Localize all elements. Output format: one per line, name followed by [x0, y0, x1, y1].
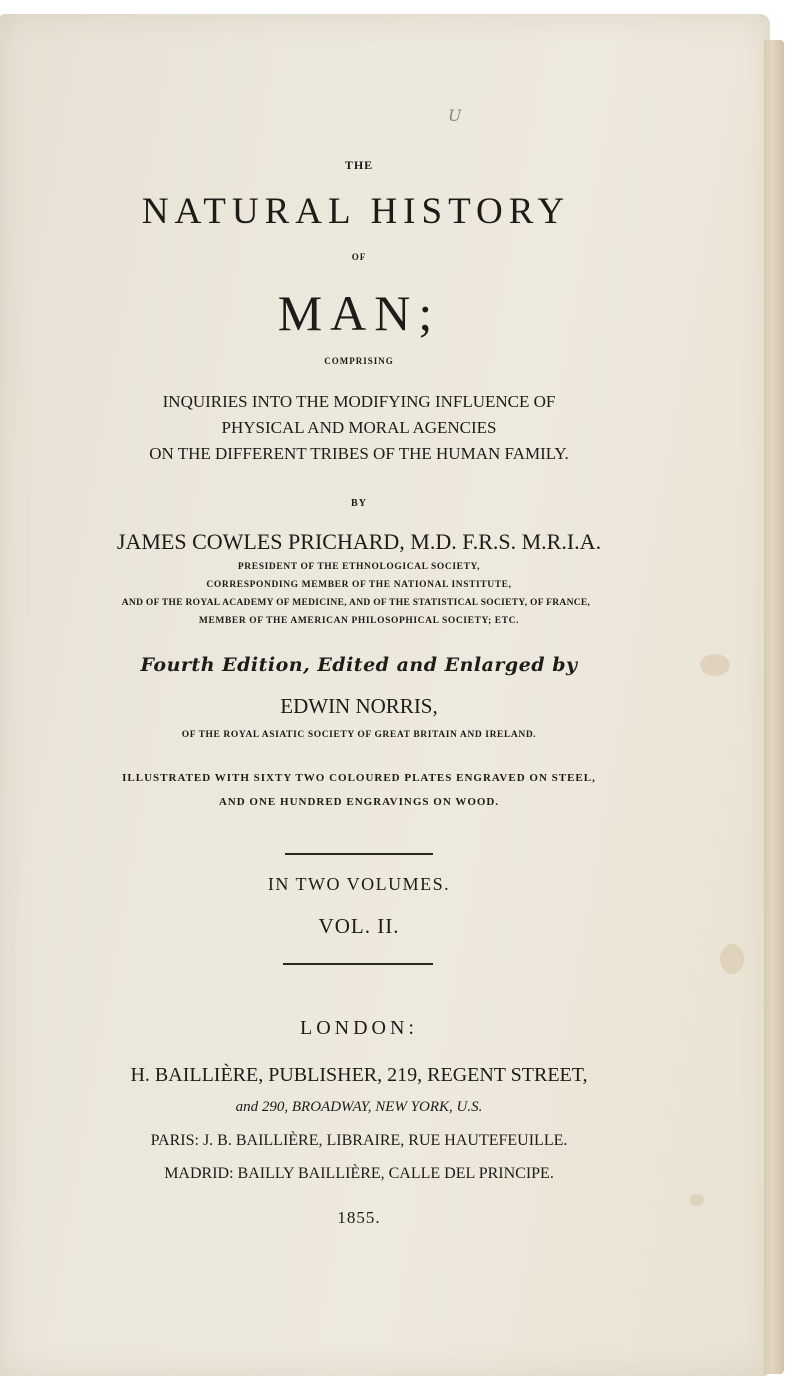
- divider-rule: [283, 963, 433, 965]
- imprint-new-york: and 290, BROADWAY, NEW YORK, U.S.: [235, 1099, 483, 1115]
- author-credential-2: CORRESPONDING MEMBER OF THE NATIONAL INSTITUTE,: [206, 580, 512, 590]
- title-page: [0, 14, 770, 1376]
- foxing-stain: [720, 944, 744, 974]
- divider-rule: [285, 853, 433, 855]
- imprint-madrid: MADRID: BAILLY BAILLIÈRE, CALLE DEL PRINCIPE.: [164, 1165, 554, 1182]
- by-label: BY: [351, 498, 367, 509]
- comprising-label: COMPRISING: [324, 356, 394, 366]
- title-the: THE: [344, 158, 374, 172]
- editor-name: EDWIN NORRIS,: [280, 694, 438, 718]
- subtitle-line-3: ON THE DIFFERENT TRIBES OF THE HUMAN FAMILY.: [149, 444, 569, 463]
- illustrations-line-1: ILLUSTRATED WITH SIXTY TWO COLOURED PLATES ENGRAVED ON STEEL,: [122, 772, 596, 784]
- subtitle-line-2: PHYSICAL AND MORAL AGENCIES: [221, 418, 497, 437]
- author-credential-1: PRESIDENT OF THE ETHNOLOGICAL SOCIETY,: [237, 562, 481, 572]
- title-of: OF: [351, 252, 367, 262]
- author-credential-3: AND OF THE ROYAL ACADEMY OF MEDICINE, AND OF THE STATISTICAL SOCIETY, OF FRANCE,: [121, 598, 591, 608]
- editor-affiliation: OF THE ROYAL ASIATIC SOCIETY OF GREAT BRITAIN AND IRELAND.: [181, 730, 537, 740]
- page-edge: [764, 40, 784, 1374]
- imprint-paris: PARIS: J. B. BAILLIÈRE, LIBRAIRE, RUE HAUTEFEUILLE.: [150, 1132, 568, 1149]
- edition-statement: Fourth Edition, Edited and Enlarged by: [140, 654, 578, 676]
- title-line-1: NATURAL HISTORY: [141, 191, 571, 232]
- illustrations-line-2: AND ONE HUNDRED ENGRAVINGS ON WOOD.: [218, 796, 500, 808]
- pencil-mark: U: [448, 106, 462, 125]
- imprint-city: LONDON:: [300, 1017, 418, 1039]
- foxing-stain: [690, 1194, 704, 1206]
- title-line-2: MAN;: [277, 285, 441, 341]
- imprint-year: 1855.: [337, 1208, 381, 1227]
- author-credential-4: MEMBER OF THE AMERICAN PHILOSOPHICAL SOCIETY; ETC.: [198, 616, 520, 626]
- volumes-statement: IN TWO VOLUMES.: [267, 874, 451, 894]
- imprint-publisher: H. BAILLIÈRE, PUBLISHER, 219, REGENT STREET,: [130, 1064, 588, 1086]
- subtitle-line-1: INQUIRIES INTO THE MODIFYING INFLUENCE OF: [162, 392, 556, 411]
- author-name: JAMES COWLES PRICHARD, M.D. F.R.S. M.R.I.A.: [116, 529, 602, 554]
- volume-number: VOL. II.: [318, 914, 400, 938]
